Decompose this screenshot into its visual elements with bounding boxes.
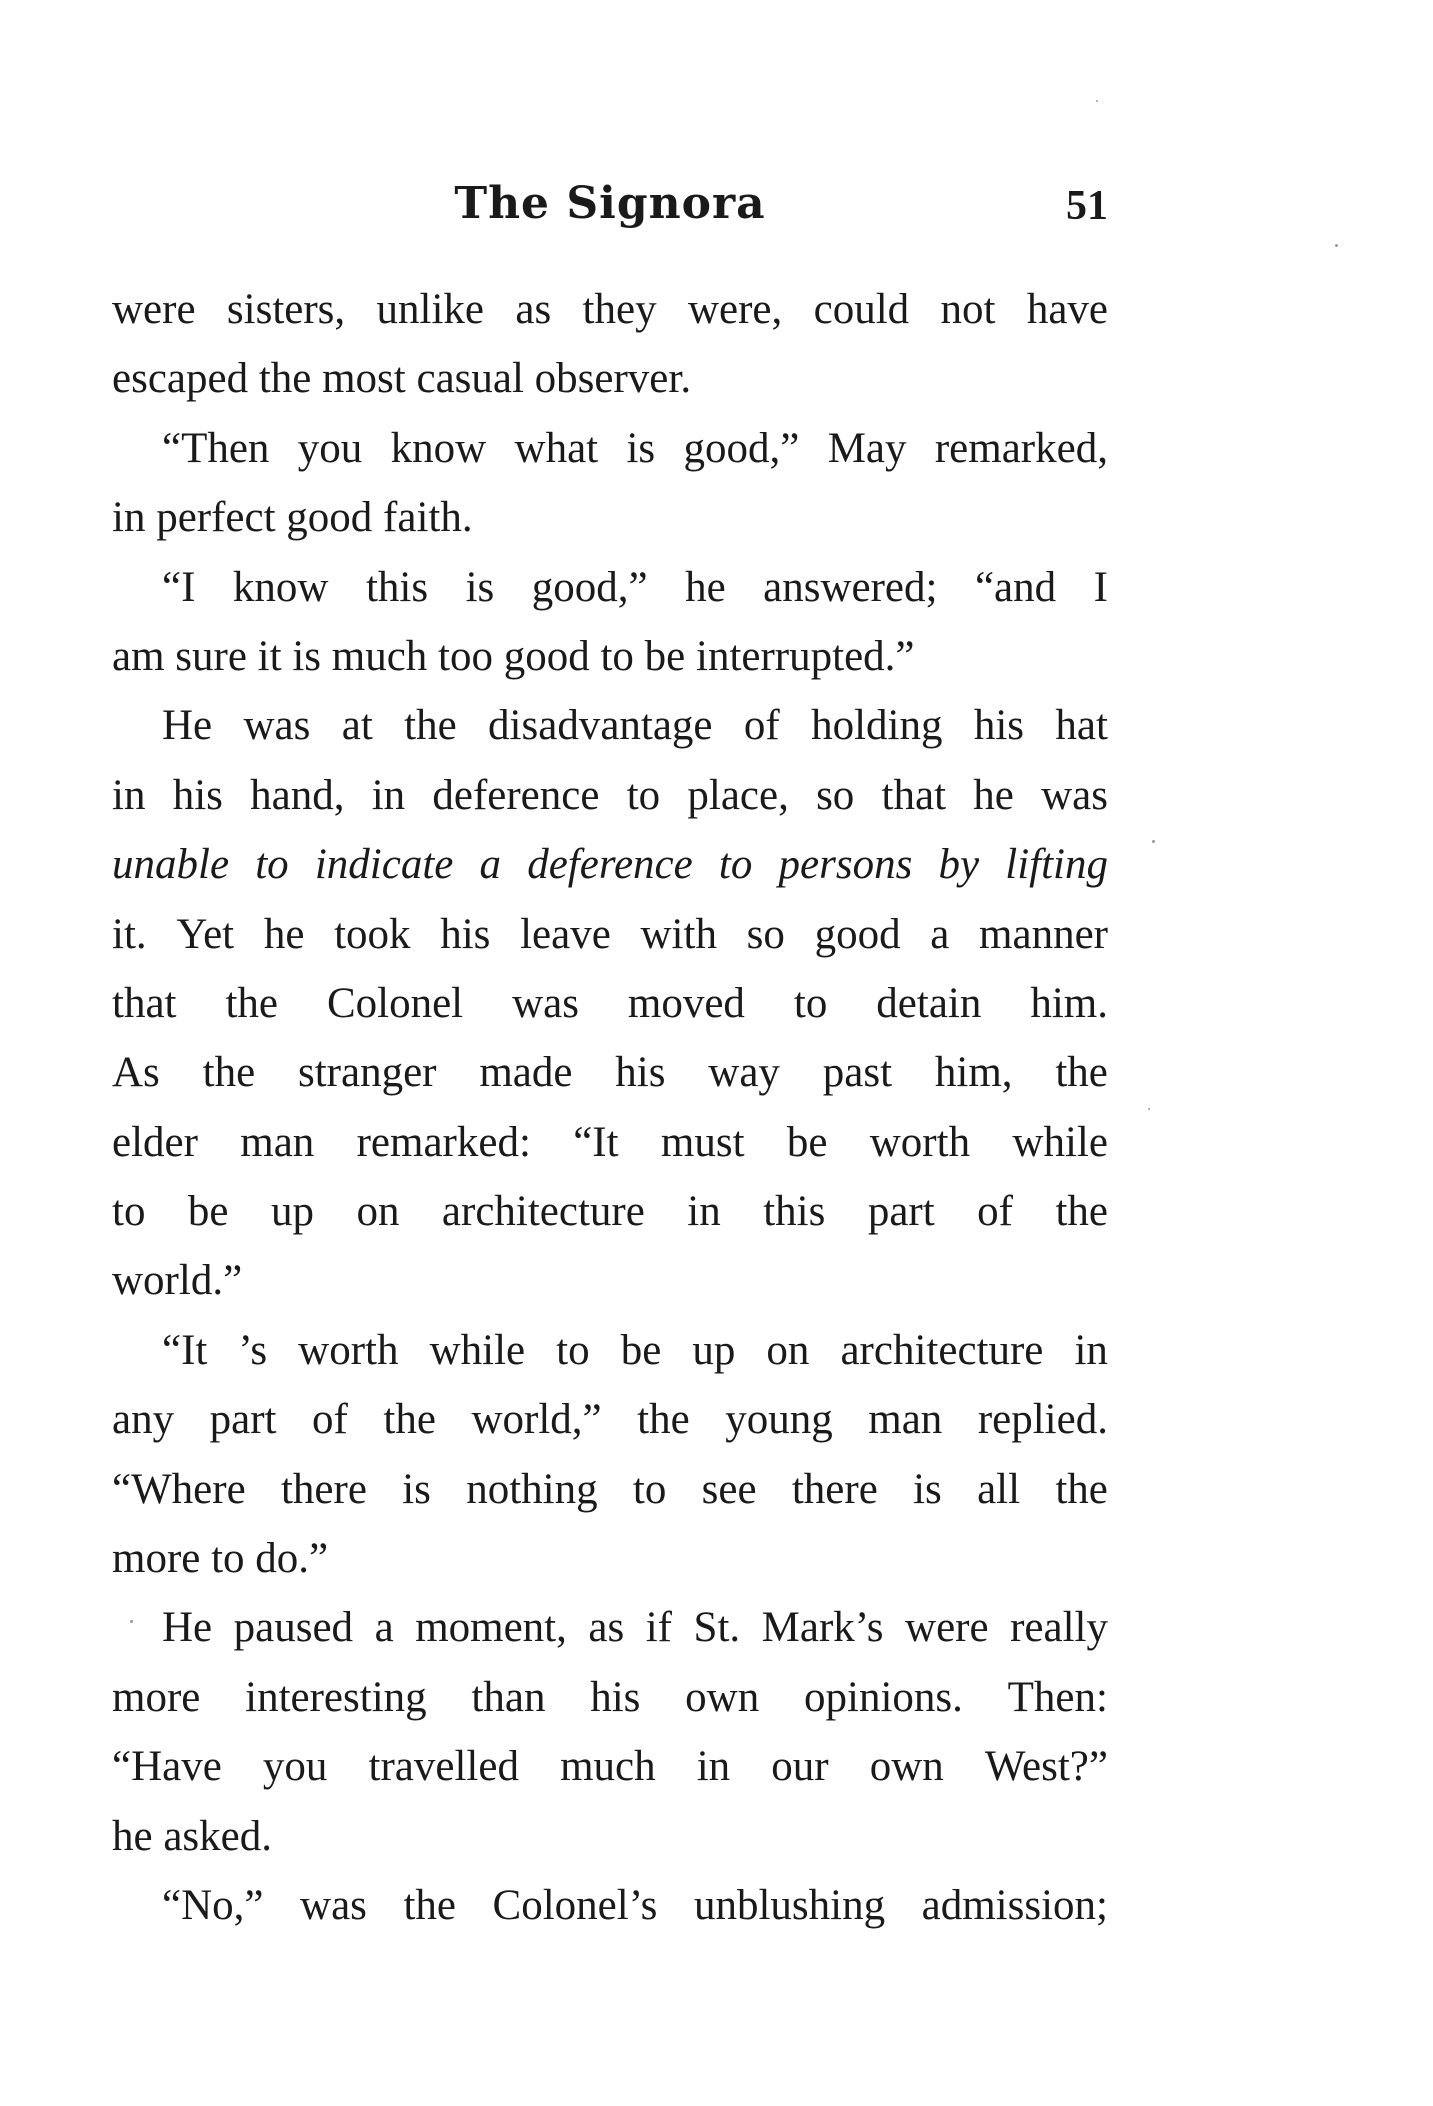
running-title: The Signora <box>454 178 766 229</box>
word: of <box>312 1396 348 1444</box>
word: a <box>930 910 950 958</box>
word: were, <box>687 286 783 333</box>
word: hat <box>1055 702 1108 750</box>
word: of <box>743 702 780 750</box>
word: he <box>263 910 305 958</box>
word: in <box>687 1188 721 1236</box>
word: if <box>645 1604 673 1652</box>
word: young <box>725 1396 833 1444</box>
word: good,” <box>683 424 800 472</box>
word: the <box>202 1049 256 1097</box>
word: “I <box>162 563 196 611</box>
word: the <box>1055 1465 1108 1513</box>
text-line <box>112 1732 1108 1801</box>
text-line: more to do.” <box>112 1535 329 1583</box>
word: all <box>977 1465 1021 1513</box>
word: manner <box>979 910 1108 958</box>
word: they <box>582 286 657 333</box>
word: of <box>977 1188 1013 1236</box>
scan-speck <box>130 1620 133 1623</box>
word: to <box>632 1465 667 1513</box>
word: on <box>766 1326 810 1374</box>
word: part <box>209 1396 277 1444</box>
word: that <box>881 771 947 819</box>
scan-speck <box>1096 100 1098 102</box>
text-line <box>112 1316 1108 1385</box>
word: that <box>112 979 177 1027</box>
text-line <box>112 1177 1108 1246</box>
word: indicate <box>314 841 454 889</box>
word: this <box>365 563 429 611</box>
word: sisters, <box>226 286 346 333</box>
word: deference <box>432 771 600 819</box>
word: the <box>403 1881 456 1929</box>
word: the <box>1055 1049 1108 1097</box>
word: his <box>590 1673 641 1721</box>
word: be <box>786 1118 828 1166</box>
word: man <box>868 1396 943 1444</box>
word: he <box>973 771 1014 819</box>
word: while <box>1012 1118 1108 1166</box>
word: to <box>556 1326 590 1374</box>
text-line <box>112 1663 1108 1732</box>
word: be <box>187 1188 229 1236</box>
text-line <box>112 1593 1108 1662</box>
word: really <box>1010 1604 1108 1652</box>
word: this <box>763 1188 826 1236</box>
word: in <box>696 1743 731 1791</box>
word: St. <box>693 1604 741 1652</box>
word: his <box>973 702 1025 750</box>
word: up <box>270 1188 314 1236</box>
word: him. <box>1030 979 1108 1027</box>
word: As <box>112 1049 160 1097</box>
word: you <box>262 1743 328 1791</box>
word: so <box>746 910 785 958</box>
word: “and <box>974 563 1057 611</box>
word: in <box>371 771 406 819</box>
word: good <box>814 910 901 958</box>
word: Then: <box>1007 1673 1108 1721</box>
word: interesting <box>245 1673 427 1721</box>
text-line <box>112 969 1108 1038</box>
word: “Have <box>112 1743 222 1791</box>
word: He <box>162 1604 213 1652</box>
word: his <box>615 1049 666 1097</box>
text-line: world.” <box>112 1257 243 1305</box>
text-line <box>112 1385 1108 1454</box>
word: him, <box>934 1049 1013 1097</box>
word: the <box>1055 1188 1108 1236</box>
word: moment, <box>415 1604 567 1652</box>
word: there <box>280 1465 367 1513</box>
word: must <box>660 1118 745 1166</box>
word: “It <box>573 1118 619 1166</box>
word: past <box>822 1049 893 1097</box>
word: own <box>685 1673 760 1721</box>
word: hand, <box>250 771 345 819</box>
word: nothing <box>466 1465 598 1513</box>
word: have <box>1026 286 1108 333</box>
text-line <box>112 691 1108 760</box>
word: is <box>626 424 656 472</box>
text-line <box>112 1108 1108 1177</box>
word: lifting <box>1005 841 1108 889</box>
word: own <box>869 1743 944 1791</box>
word: architecture <box>840 1326 1044 1374</box>
word: Mark’s <box>761 1604 884 1652</box>
word: as <box>588 1604 625 1652</box>
word: much <box>560 1743 656 1791</box>
text-line <box>112 1038 1108 1107</box>
text-line <box>112 1871 1108 1940</box>
word: place, <box>687 771 789 819</box>
word: unable <box>112 841 230 889</box>
word: he <box>685 563 726 611</box>
word: admission; <box>921 1881 1108 1929</box>
word: know <box>232 563 329 611</box>
word: be <box>620 1326 662 1374</box>
word: world,” <box>471 1396 602 1444</box>
word: He <box>162 702 213 750</box>
word: unlike <box>376 286 484 333</box>
word: is <box>465 563 495 611</box>
word: the <box>383 1396 436 1444</box>
word: Yet <box>176 910 235 958</box>
word: as <box>515 286 552 333</box>
word: was <box>243 702 311 750</box>
word: ’s <box>238 1326 268 1374</box>
word: to <box>112 1188 146 1236</box>
word: remarked: <box>356 1118 531 1166</box>
word: man <box>240 1118 315 1166</box>
word: with <box>640 910 717 958</box>
word: to <box>793 979 828 1027</box>
word: a <box>479 841 502 889</box>
word: while <box>429 1326 526 1374</box>
word: the <box>637 1396 690 1444</box>
word: what <box>514 424 599 472</box>
word: unblushing <box>693 1881 886 1929</box>
word: a <box>374 1604 394 1652</box>
word: paused <box>233 1604 354 1652</box>
word: not <box>940 286 996 333</box>
word: Colonel <box>326 979 464 1027</box>
word: so <box>816 771 855 819</box>
word: was <box>300 1881 367 1929</box>
word: our <box>771 1743 829 1791</box>
word: remarked, <box>934 424 1108 472</box>
word: it. <box>112 910 147 958</box>
word: is <box>402 1465 431 1513</box>
word: moved <box>627 979 745 1027</box>
word: to <box>626 771 661 819</box>
word: opinions. <box>804 1673 963 1721</box>
word: more <box>112 1673 201 1721</box>
word: there <box>791 1465 878 1513</box>
word: made <box>479 1049 573 1097</box>
word: elder <box>112 1118 198 1166</box>
word: to <box>255 841 289 889</box>
word: good,” <box>531 563 648 611</box>
word: replied. <box>977 1396 1108 1444</box>
word: to <box>718 841 753 889</box>
word: I <box>1093 563 1108 611</box>
word: in <box>1074 1326 1108 1374</box>
word: his <box>440 910 491 958</box>
word: see <box>701 1465 757 1513</box>
text-line <box>112 761 1108 830</box>
word: “No,” <box>162 1881 264 1929</box>
word: were <box>112 286 196 333</box>
word: deference <box>527 841 693 889</box>
word: stranger <box>298 1049 437 1097</box>
word: is <box>913 1465 942 1513</box>
word: architecture <box>441 1188 645 1236</box>
word: took <box>334 910 411 958</box>
text-line <box>112 900 1108 969</box>
text-line <box>112 275 1108 344</box>
word: could <box>813 286 910 333</box>
word: any <box>112 1396 175 1444</box>
word: on <box>356 1188 400 1236</box>
word: were <box>905 1604 989 1652</box>
word: the <box>225 979 278 1027</box>
word: the <box>404 702 457 750</box>
word: “Then <box>162 424 270 472</box>
text-line: am sure it is much too good to be interrupted.” <box>112 632 915 680</box>
word: his <box>172 771 223 819</box>
word: you <box>297 424 363 472</box>
text-line: he asked. <box>112 1812 272 1860</box>
scan-speck <box>1152 840 1155 843</box>
word: answered; <box>763 563 938 611</box>
page-number: 51 <box>1066 183 1108 229</box>
text-line <box>112 830 1108 899</box>
text-line <box>112 1455 1108 1524</box>
word: travelled <box>368 1743 519 1791</box>
word: Colonel’s <box>492 1881 658 1929</box>
word: in <box>112 771 146 819</box>
word: West?” <box>984 1743 1108 1791</box>
word: than <box>471 1673 546 1721</box>
word: at <box>341 702 373 750</box>
word: persons <box>778 841 913 889</box>
body-text <box>112 275 1108 1940</box>
word: May <box>827 424 907 472</box>
scan-speck <box>1335 244 1338 247</box>
text-line: in perfect good faith. <box>112 494 473 542</box>
word: “Where <box>112 1465 246 1513</box>
word: disadvantage <box>488 702 713 750</box>
word: by <box>938 841 980 889</box>
word: know <box>390 424 487 472</box>
word: worth <box>869 1118 971 1166</box>
word: worth <box>298 1326 399 1374</box>
word: “It <box>162 1326 208 1374</box>
word: detain <box>876 979 982 1027</box>
scan-speck <box>1148 1108 1150 1110</box>
word: part <box>867 1188 935 1236</box>
text-line: escaped the most casual observer. <box>112 355 692 403</box>
word: way <box>708 1049 780 1097</box>
word: holding <box>811 702 943 750</box>
word: was <box>1041 771 1108 819</box>
text-line <box>112 553 1108 622</box>
word: was <box>512 979 579 1027</box>
word: leave <box>520 910 611 958</box>
text-line <box>112 414 1108 483</box>
word: up <box>692 1326 736 1374</box>
running-head <box>112 178 1108 238</box>
